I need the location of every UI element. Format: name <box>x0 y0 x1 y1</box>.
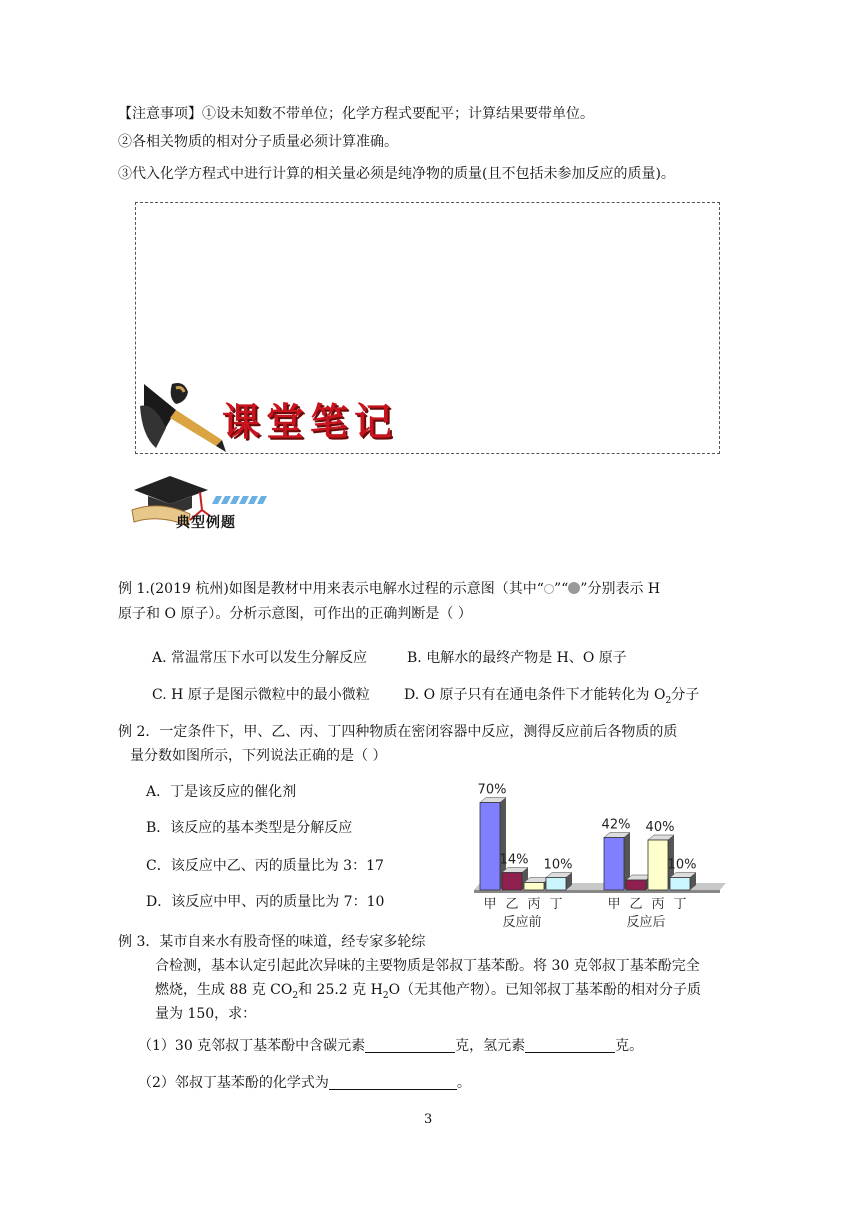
ex3-q1-text-c: 克。 <box>615 1038 644 1054</box>
ex1-option-d-sub: 2 <box>665 695 672 706</box>
ex3-line-4: 量为 150，求： <box>155 1006 257 1022</box>
group-label: 反应后 <box>626 915 666 930</box>
bar <box>604 838 624 891</box>
ex3-line-3-sub2: 2 <box>382 990 389 1001</box>
ex1-option-d <box>404 685 699 711</box>
category-label: 甲 <box>483 897 497 912</box>
category-label: 乙 <box>505 897 519 912</box>
typical-examples-label: 典型例题 <box>176 515 236 531</box>
ex1-stem-part-a: 例 1.(2019 杭州)如图是教材中用来表示电解水过程的示意图（其中“ <box>118 581 544 597</box>
ex3-line-3-sub1: 2 <box>292 990 299 1001</box>
ex3-q1-text-a: （1）30 克邻叔丁基苯酚中含碳元素 <box>138 1038 366 1054</box>
ex1-stem-line-2: 原子和 O 原子）。分析示意图，可作出的正确判断是（ ） <box>118 606 472 622</box>
formula-answer-blank[interactable] <box>329 1075 457 1090</box>
ex1-option-d-tail: 分子 <box>671 687 700 703</box>
ex2-option-b: B．该反应的基本类型是分解反应 <box>146 820 353 836</box>
ex3-question-1 <box>138 1036 643 1056</box>
pen-icon <box>136 362 226 452</box>
ex3-line-2: 合检测，基本认定引起此次异味的主要物质是邻叔丁基苯酚。将 30 克邻叔丁基苯酚完全 <box>155 958 700 974</box>
ex1-option-b: B. 电解水的最终产物是 H、O 原子 <box>407 650 627 666</box>
ex3-q2-text-b: 。 <box>456 1075 471 1091</box>
ex1-stem-part-b: ”“ <box>553 581 569 597</box>
ex2-option-d: D．该反应中甲、丙的质量比为 7：10 <box>146 894 385 910</box>
notes-line-3: ③代入化学方程式中进行计算的相关量必须是纯净物的质量(且不包括未参加反应的质量)。 <box>118 166 675 182</box>
ex3-line-1: 例 3．某市自来水有股奇怪的味道，经专家多轮综 <box>118 934 426 950</box>
bar <box>546 878 566 891</box>
ex3-line-3-c: O（无其他产物）。已知邻叔丁基苯酚的相对分子质 <box>388 982 702 998</box>
ex2-option-a: A．丁是该反应的催化剂 <box>146 784 297 800</box>
category-label: 乙 <box>629 897 643 912</box>
ex3-line-3-b: 和 25.2 克 H <box>298 982 383 998</box>
carbon-answer-blank[interactable] <box>365 1038 455 1053</box>
mass-fraction-bar-chart <box>472 776 728 932</box>
group-label: 反应前 <box>502 915 542 930</box>
bar-data-label: 10% <box>667 857 697 873</box>
ex3-line-3 <box>155 980 701 1006</box>
category-label: 丁 <box>673 897 687 912</box>
category-label: 丙 <box>527 897 541 912</box>
bar <box>648 840 668 890</box>
ex1-option-c: C. H 原子是图示微粒中的最小微粒 <box>152 687 370 703</box>
bar-data-label: 40% <box>645 820 675 835</box>
ex3-line-3-a: 燃烧，生成 88 克 CO <box>155 982 293 998</box>
bar-data-label: 14% <box>499 852 529 868</box>
ex3-q1-text-b: 克，氢元素 <box>455 1038 526 1054</box>
ex2-stem-line-1: 例 2．一定条件下，甲、乙、丙、丁四种物质在密闭容器中反应，测得反应前后各物质的质 <box>118 724 678 740</box>
bar-data-label: 70% <box>477 782 507 798</box>
category-label: 甲 <box>607 897 621 912</box>
classroom-notes-title: 课堂笔记 <box>222 400 399 444</box>
bar-data-label: 10% <box>543 857 573 873</box>
bar-data-label: 42% <box>601 817 631 833</box>
chart-floor-edge <box>474 890 720 893</box>
page-number: 3 <box>424 1112 433 1127</box>
category-label: 丙 <box>651 897 665 912</box>
bar <box>670 878 690 891</box>
ex1-stem-part-c: ”分别表示 H <box>580 581 661 597</box>
ex1-option-d-text: D. O 原子只有在通电条件下才能转化为 O <box>404 687 666 703</box>
ex1-option-a: A. 常温常压下水可以发生分解反应 <box>152 650 368 666</box>
notes-line-1: 【注意事项】①设未知数不带单位；化学方程式要配平；计算结果要带单位。 <box>118 106 594 122</box>
ex3-q2-text-a: （2）邻叔丁基苯酚的化学式为 <box>138 1075 329 1091</box>
bar <box>502 873 522 891</box>
bar <box>480 803 500 891</box>
bar <box>524 883 544 891</box>
oxygen-atom-icon <box>568 582 580 594</box>
ex2-option-c: C．该反应中乙、丙的质量比为 3：17 <box>146 858 384 874</box>
ex2-stem-line-2: 量分数如图所示，下列说法正确的是（ ） <box>130 748 387 764</box>
category-label: 丁 <box>549 897 563 912</box>
hydrogen-answer-blank[interactable] <box>525 1038 615 1053</box>
hydrogen-atom-icon <box>544 584 554 594</box>
bar <box>626 880 646 890</box>
ex1-stem-line-1 <box>118 579 660 599</box>
notes-line-2: ②各相关物质的相对分子质量必须计算准确。 <box>118 134 398 150</box>
ex3-question-2 <box>138 1073 471 1093</box>
